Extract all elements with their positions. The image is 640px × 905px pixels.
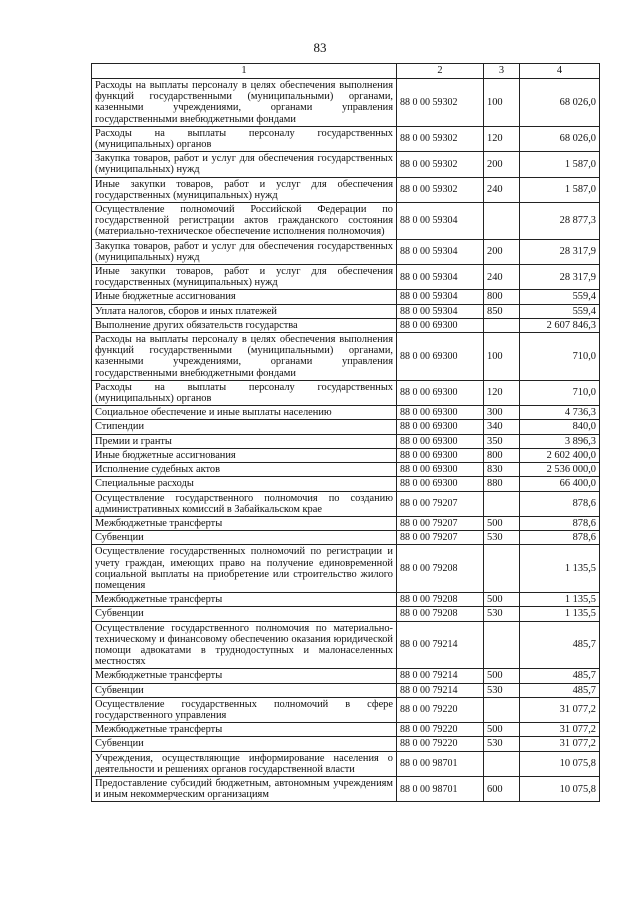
table-row <box>92 593 600 607</box>
row-vr-cell <box>484 318 520 332</box>
row-code-cell: 88 0 00 79214 <box>397 683 484 697</box>
row-amount-cell: 710,0 <box>520 333 600 381</box>
header-cell-code: 2 <box>397 64 484 79</box>
row-code-cell: 88 0 00 69300 <box>397 420 484 434</box>
row-vr-cell <box>484 751 520 776</box>
row-name-cell: Исполнение судебных актов <box>92 463 397 477</box>
table-row <box>92 776 600 801</box>
table-row <box>92 448 600 462</box>
row-code-cell: 88 0 00 69300 <box>397 463 484 477</box>
table-row <box>92 265 600 290</box>
row-name-cell: Социальное обеспечение и иные выплаты населению <box>92 406 397 420</box>
row-name-cell: Иные закупки товаров, работ и услуг для обеспечения государственных (муниципальных) нужд <box>92 265 397 290</box>
table-row <box>92 126 600 151</box>
table-row <box>92 463 600 477</box>
row-vr-cell: 500 <box>484 593 520 607</box>
row-name-cell: Межбюджетные трансферты <box>92 723 397 737</box>
row-name-cell: Осуществление государственных полномочий по регистрации и учету граждан, имеющих право на получение единовременной социальной выплаты на приобретение или строительство жилого помещения <box>92 545 397 593</box>
row-amount-cell: 31 077,2 <box>520 723 600 737</box>
row-code-cell: 88 0 00 69300 <box>397 333 484 381</box>
row-code-cell: 88 0 00 79208 <box>397 545 484 593</box>
row-code-cell: 88 0 00 79207 <box>397 531 484 545</box>
row-name-cell: Специальные расходы <box>92 477 397 491</box>
row-name-cell: Расходы на выплаты персоналу государственных (муниципальных) органов <box>92 126 397 151</box>
row-vr-cell: 530 <box>484 607 520 621</box>
row-name-cell: Осуществление государственного полномочия по материально-техническому и финансовому обеспечению оказания юридической помощи адвокатами в труднодоступных и малонаселенных местностях <box>92 621 397 669</box>
row-code-cell: 88 0 00 79214 <box>397 669 484 683</box>
row-name-cell: Осуществление государственных полномочий в сфере государственного управления <box>92 697 397 722</box>
row-amount-cell: 485,7 <box>520 683 600 697</box>
row-vr-cell: 200 <box>484 152 520 177</box>
table-row <box>92 737 600 751</box>
row-name-cell: Закупка товаров, работ и услуг для обеспечения государственных (муниципальных) нужд <box>92 239 397 264</box>
row-code-cell: 88 0 00 98701 <box>397 751 484 776</box>
row-name-cell: Межбюджетные трансферты <box>92 669 397 683</box>
row-code-cell: 88 0 00 69300 <box>397 477 484 491</box>
row-vr-cell: 120 <box>484 380 520 405</box>
table-row <box>92 79 600 127</box>
table-row <box>92 621 600 669</box>
row-vr-cell: 530 <box>484 683 520 697</box>
row-vr-cell: 240 <box>484 265 520 290</box>
row-name-cell: Выполнение других обязательств государства <box>92 318 397 332</box>
table-row <box>92 751 600 776</box>
row-vr-cell: 830 <box>484 463 520 477</box>
row-amount-cell: 28 877,3 <box>520 203 600 240</box>
table-row <box>92 152 600 177</box>
row-name-cell: Премии и гранты <box>92 434 397 448</box>
row-amount-cell: 66 400,0 <box>520 477 600 491</box>
row-amount-cell: 1 135,5 <box>520 593 600 607</box>
row-amount-cell: 878,6 <box>520 516 600 530</box>
row-amount-cell: 1 135,5 <box>520 607 600 621</box>
header-cell-name: 1 <box>92 64 397 79</box>
row-code-cell: 88 0 00 79208 <box>397 593 484 607</box>
table-row <box>92 203 600 240</box>
table-row <box>92 380 600 405</box>
row-name-cell: Иные бюджетные ассигнования <box>92 290 397 304</box>
row-vr-cell <box>484 621 520 669</box>
row-code-cell: 88 0 00 79220 <box>397 723 484 737</box>
row-name-cell: Закупка товаров, работ и услуг для обеспечения государственных (муниципальных) нужд <box>92 152 397 177</box>
row-code-cell: 88 0 00 69300 <box>397 318 484 332</box>
row-name-cell: Стипендии <box>92 420 397 434</box>
row-vr-cell: 200 <box>484 239 520 264</box>
row-amount-cell: 31 077,2 <box>520 697 600 722</box>
row-vr-cell: 300 <box>484 406 520 420</box>
row-vr-cell: 530 <box>484 531 520 545</box>
row-name-cell: Расходы на выплаты персоналу в целях обеспечения выполнения функций государственными (муниципальными) органами, казенными учреждениями, органами управления государственными внебюджетными фондами <box>92 79 397 127</box>
row-vr-cell: 500 <box>484 669 520 683</box>
row-vr-cell: 340 <box>484 420 520 434</box>
table-row <box>92 697 600 722</box>
row-name-cell: Иные закупки товаров, работ и услуг для обеспечения государственных (муниципальных) нужд <box>92 177 397 202</box>
row-code-cell: 88 0 00 69300 <box>397 380 484 405</box>
row-amount-cell: 2 607 846,3 <box>520 318 600 332</box>
header-cell-vr: 3 <box>484 64 520 79</box>
row-name-cell: Субвенции <box>92 607 397 621</box>
row-amount-cell: 559,4 <box>520 290 600 304</box>
table-row <box>92 239 600 264</box>
row-amount-cell: 485,7 <box>520 621 600 669</box>
row-amount-cell: 4 736,3 <box>520 406 600 420</box>
row-name-cell: Межбюджетные трансферты <box>92 593 397 607</box>
row-code-cell: 88 0 00 69300 <box>397 448 484 462</box>
row-code-cell: 88 0 00 69300 <box>397 406 484 420</box>
row-code-cell: 88 0 00 59304 <box>397 203 484 240</box>
row-name-cell: Предоставление субсидий бюджетным, автономным учреждениям и иным некоммерческим организациям <box>92 776 397 801</box>
row-name-cell: Субвенции <box>92 683 397 697</box>
row-vr-cell <box>484 545 520 593</box>
row-code-cell: 88 0 00 59304 <box>397 290 484 304</box>
table-row <box>92 420 600 434</box>
row-vr-cell: 100 <box>484 333 520 381</box>
table-row <box>92 304 600 318</box>
row-amount-cell: 68 026,0 <box>520 79 600 127</box>
row-name-cell: Субвенции <box>92 737 397 751</box>
row-name-cell: Расходы на выплаты персоналу государственных (муниципальных) органов <box>92 380 397 405</box>
row-code-cell: 88 0 00 79220 <box>397 737 484 751</box>
row-amount-cell: 1 587,0 <box>520 177 600 202</box>
header-cell-amount: 4 <box>520 64 600 79</box>
row-vr-cell: 240 <box>484 177 520 202</box>
row-vr-cell: 500 <box>484 516 520 530</box>
table-row <box>92 333 600 381</box>
table-row <box>92 318 600 332</box>
row-name-cell: Иные бюджетные ассигнования <box>92 448 397 462</box>
row-code-cell: 88 0 00 79208 <box>397 607 484 621</box>
row-code-cell: 88 0 00 59304 <box>397 239 484 264</box>
table-row <box>92 545 600 593</box>
table-row <box>92 531 600 545</box>
row-vr-cell <box>484 491 520 516</box>
row-amount-cell: 559,4 <box>520 304 600 318</box>
row-amount-cell: 68 026,0 <box>520 126 600 151</box>
table-header-row <box>92 64 600 79</box>
row-amount-cell: 10 075,8 <box>520 751 600 776</box>
row-amount-cell: 10 075,8 <box>520 776 600 801</box>
row-vr-cell: 350 <box>484 434 520 448</box>
row-vr-cell: 800 <box>484 290 520 304</box>
row-vr-cell: 800 <box>484 448 520 462</box>
row-name-cell: Учреждения, осуществляющие информирование населения о деятельности и решениях органов государственной власти <box>92 751 397 776</box>
row-amount-cell: 878,6 <box>520 491 600 516</box>
row-amount-cell: 2 602 400,0 <box>520 448 600 462</box>
row-name-cell: Межбюджетные трансферты <box>92 516 397 530</box>
row-code-cell: 88 0 00 79220 <box>397 697 484 722</box>
row-amount-cell: 2 536 000,0 <box>520 463 600 477</box>
row-amount-cell: 1 135,5 <box>520 545 600 593</box>
row-amount-cell: 878,6 <box>520 531 600 545</box>
row-vr-cell: 100 <box>484 79 520 127</box>
row-code-cell: 88 0 00 59304 <box>397 304 484 318</box>
table-row <box>92 491 600 516</box>
table-row <box>92 477 600 491</box>
row-vr-cell: 120 <box>484 126 520 151</box>
row-code-cell: 88 0 00 59302 <box>397 79 484 127</box>
row-code-cell: 88 0 00 79207 <box>397 491 484 516</box>
row-amount-cell: 485,7 <box>520 669 600 683</box>
row-code-cell: 88 0 00 59302 <box>397 126 484 151</box>
row-name-cell: Осуществление государственного полномочия по созданию административных комиссий в Забайкальском крае <box>92 491 397 516</box>
row-vr-cell: 530 <box>484 737 520 751</box>
row-name-cell: Субвенции <box>92 531 397 545</box>
row-amount-cell: 31 077,2 <box>520 737 600 751</box>
row-code-cell: 88 0 00 69300 <box>397 434 484 448</box>
row-amount-cell: 28 317,9 <box>520 265 600 290</box>
row-amount-cell: 1 587,0 <box>520 152 600 177</box>
table-row <box>92 607 600 621</box>
budget-table <box>91 63 600 802</box>
row-vr-cell <box>484 697 520 722</box>
table-row <box>92 434 600 448</box>
row-vr-cell: 500 <box>484 723 520 737</box>
row-amount-cell: 710,0 <box>520 380 600 405</box>
row-code-cell: 88 0 00 59302 <box>397 152 484 177</box>
table-row <box>92 683 600 697</box>
table-row <box>92 406 600 420</box>
table-row <box>92 290 600 304</box>
row-code-cell: 88 0 00 79214 <box>397 621 484 669</box>
row-name-cell: Осуществление полномочий Российской Федерации по государственной регистрации актов гражданского состояния (материально-техническое обеспечение исполнения полномочия) <box>92 203 397 240</box>
row-code-cell: 88 0 00 59302 <box>397 177 484 202</box>
row-code-cell: 88 0 00 59304 <box>397 265 484 290</box>
row-vr-cell: 600 <box>484 776 520 801</box>
row-code-cell: 88 0 00 79207 <box>397 516 484 530</box>
table-row <box>92 723 600 737</box>
page-number: 83 <box>313 40 327 55</box>
table-row <box>92 177 600 202</box>
row-code-cell: 88 0 00 98701 <box>397 776 484 801</box>
row-amount-cell: 840,0 <box>520 420 600 434</box>
table-row <box>92 516 600 530</box>
row-amount-cell: 3 896,3 <box>520 434 600 448</box>
row-name-cell: Уплата налогов, сборов и иных платежей <box>92 304 397 318</box>
row-vr-cell: 880 <box>484 477 520 491</box>
row-vr-cell: 850 <box>484 304 520 318</box>
table-row <box>92 669 600 683</box>
row-amount-cell: 28 317,9 <box>520 239 600 264</box>
row-name-cell: Расходы на выплаты персоналу в целях обеспечения выполнения функций государственными (муниципальными) органами, казенными учреждениями, органами управления государственными внебюджетными фондами <box>92 333 397 381</box>
row-vr-cell <box>484 203 520 240</box>
